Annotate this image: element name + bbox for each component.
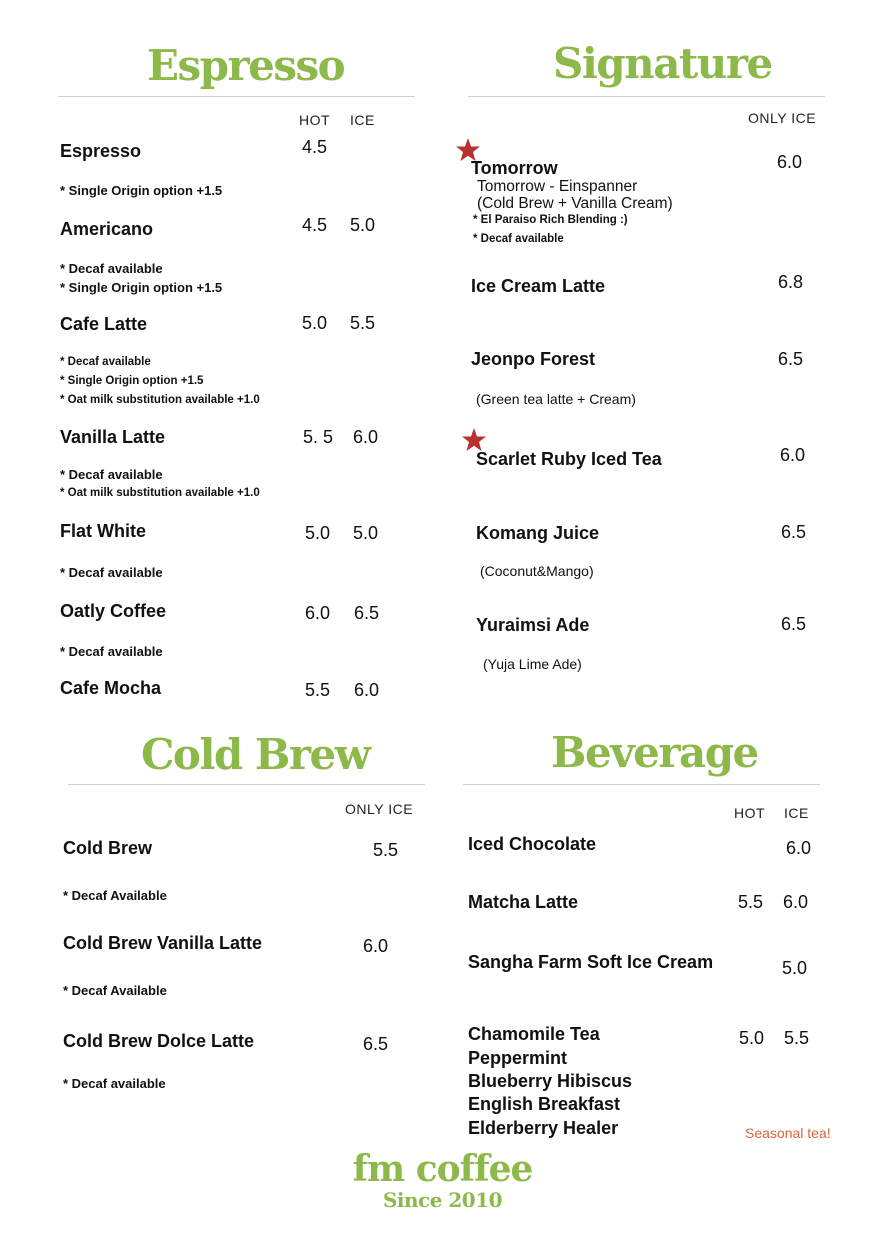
beverage-hot-label: HOT xyxy=(734,805,766,821)
menu-item-name: Matcha Latte xyxy=(468,892,579,912)
menu-item-note: * Decaf available xyxy=(60,261,163,276)
menu-item-note: * Decaf available xyxy=(60,644,163,659)
cold-brew-only-ice-label: ONLY ICE xyxy=(345,801,414,817)
menu-item-price: 6.5 xyxy=(363,1034,389,1054)
menu-item-ice-price: 6.0 xyxy=(354,680,380,700)
menu-item-hot-price: 5.5 xyxy=(305,680,331,700)
menu-item-name: Cold Brew Dolce Latte xyxy=(63,1031,255,1051)
tea-name: Chamomile Tea xyxy=(468,1024,600,1044)
menu-item-name: Oatly Coffee xyxy=(60,601,167,621)
menu-item-name: Espresso xyxy=(60,141,142,161)
beverage-heading: Beverage xyxy=(551,728,758,777)
menu-item-ice-price: 5.0 xyxy=(353,523,379,543)
menu-item-description: (Coconut&Mango) xyxy=(480,563,594,579)
menu-item-note: * Decaf available xyxy=(473,233,564,245)
menu-item-name: Cold Brew Vanilla Latte xyxy=(63,933,263,953)
menu-item-ice-price: 6.5 xyxy=(354,603,380,623)
tea-name: Peppermint xyxy=(468,1048,568,1068)
menu-item-price: 5.5 xyxy=(373,840,399,860)
menu-item-price: 6.8 xyxy=(778,272,804,292)
menu-item-ice-price: 5.0 xyxy=(782,958,808,978)
menu-item-hot-price: 5.0 xyxy=(305,523,331,543)
menu-item-name: Cafe Latte xyxy=(60,314,148,334)
menu-item-note: * El Paraiso Rich Blending :) xyxy=(473,214,628,226)
cold-brew-heading: Cold Brew xyxy=(141,730,370,779)
menu-item-note: * Decaf Available xyxy=(63,888,167,903)
menu-item-note: * Decaf Available xyxy=(63,983,167,998)
menu-item-name: Iced Chocolate xyxy=(468,834,597,854)
menu-item-ice-price: 6.0 xyxy=(786,838,812,858)
brand-logo: fm coffee xyxy=(352,1148,533,1190)
menu-item-name: Ice Cream Latte xyxy=(471,276,606,296)
menu-item-note: * Oat milk substitution available +1.0 xyxy=(60,487,260,499)
menu-item-note: * Oat milk substitution available +1.0 xyxy=(60,394,260,406)
beverage-divider xyxy=(463,784,820,785)
menu-item-name: Tomorrow xyxy=(471,158,558,178)
beverage-ice-label: ICE xyxy=(784,805,809,821)
menu-item-name: Vanilla Latte xyxy=(60,427,166,447)
menu-item-ice-price: 6.0 xyxy=(783,892,809,912)
menu-item-description: (Green tea latte + Cream) xyxy=(476,391,636,407)
menu-item-name: Jeonpo Forest xyxy=(471,349,596,369)
tea-name: Elderberry Healer xyxy=(468,1118,619,1138)
signature-divider xyxy=(468,96,825,97)
menu-item-hot-price: 6.0 xyxy=(305,603,331,623)
menu-item-name: Yuraimsi Ade xyxy=(476,615,590,635)
tea-hot-price: 5.0 xyxy=(739,1028,765,1048)
menu-item-note: * Decaf available xyxy=(60,467,163,482)
menu-item-name: Americano xyxy=(60,219,154,239)
menu-item-price: 6.5 xyxy=(778,349,804,369)
menu-item-name: Cold Brew xyxy=(63,838,153,858)
tea-name: Blueberry Hibiscus xyxy=(468,1071,633,1091)
menu-item-hot-price: 4.5 xyxy=(302,215,328,235)
menu-item-note: * Single Origin option +1.5 xyxy=(60,280,223,295)
seasonal-tea-note: Seasonal tea! xyxy=(745,1125,831,1141)
menu-item-price: 6.5 xyxy=(781,522,807,542)
menu-item-price: 6.0 xyxy=(780,445,806,465)
menu-item-name: Sangha Farm Soft Ice Cream xyxy=(468,952,714,972)
menu-item-description: (Yuja Lime Ade) xyxy=(483,656,582,672)
menu-item-ice-price: 6.0 xyxy=(353,427,379,447)
menu-item-ice-price: 5.0 xyxy=(350,215,376,235)
espresso-ice-label: ICE xyxy=(350,112,375,128)
espresso-divider xyxy=(58,96,415,97)
menu-item-hot-price: 5. 5 xyxy=(303,427,334,447)
brand-since: Since 2010 xyxy=(382,1188,503,1212)
menu-item-name: Komang Juice xyxy=(476,523,600,543)
menu-item-name: Scarlet Ruby Iced Tea xyxy=(476,449,662,469)
signature-heading: Signature xyxy=(553,39,772,88)
menu-item-note: * Single Origin option +1.5 xyxy=(60,375,204,387)
signature-only-ice-label: ONLY ICE xyxy=(748,110,817,126)
tea-name: English Breakfast xyxy=(468,1094,621,1114)
menu-item-description: Tomorrow - Einspanner xyxy=(477,178,638,195)
menu-item-description: (Cold Brew + Vanilla Cream) xyxy=(477,195,673,212)
menu-item-note: * Single Origin option +1.5 xyxy=(60,183,223,198)
espresso-hot-label: HOT xyxy=(299,112,331,128)
menu-item-price: 6.5 xyxy=(781,614,807,634)
menu-item-price: 6.0 xyxy=(777,152,803,172)
menu-item-price: 6.0 xyxy=(363,936,389,956)
menu-item-name: Flat White xyxy=(60,521,146,541)
menu-item-note: * Decaf available xyxy=(60,356,151,368)
tea-ice-price: 5.5 xyxy=(784,1028,810,1048)
menu-item-hot-price: 4.5 xyxy=(302,137,328,157)
espresso-heading: Espresso xyxy=(147,41,345,90)
menu-item-note: * Decaf available xyxy=(60,565,163,580)
menu-item-ice-price: 5.5 xyxy=(350,313,376,333)
menu-item-hot-price: 5.0 xyxy=(302,313,328,333)
menu-item-name: Cafe Mocha xyxy=(60,678,162,698)
cold-brew-divider xyxy=(68,784,425,785)
menu-item-hot-price: 5.5 xyxy=(738,892,764,912)
menu-item-note: * Decaf available xyxy=(63,1076,166,1091)
